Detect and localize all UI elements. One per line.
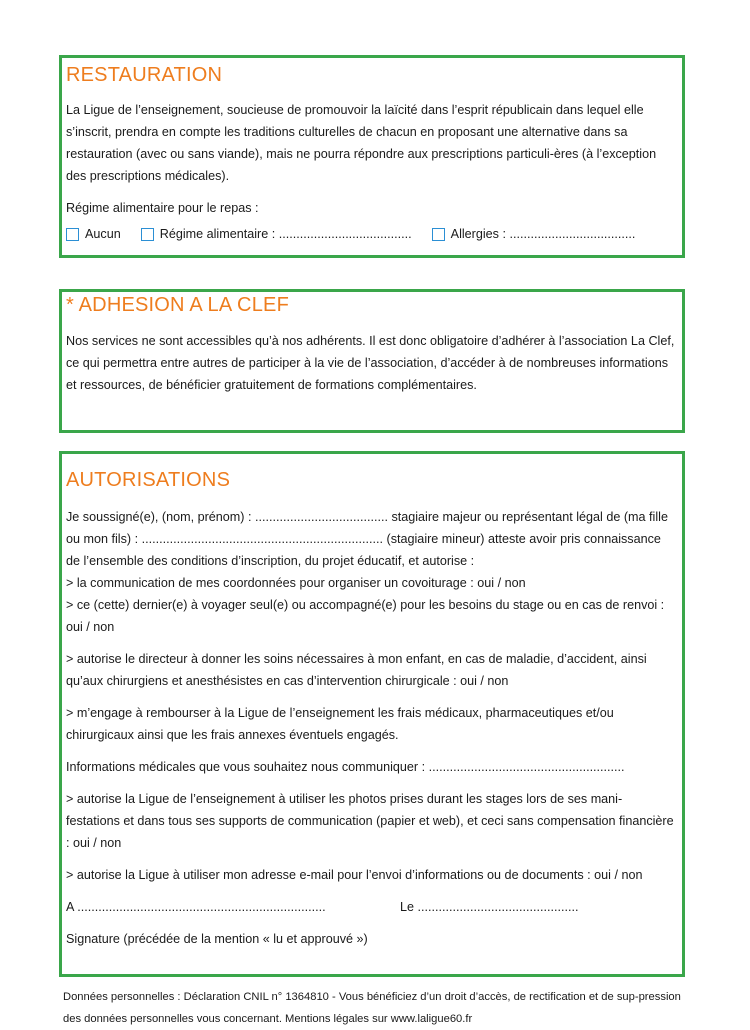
regime-checkbox[interactable]	[141, 228, 154, 241]
signature-label: Signature (précédée de la mention « lu et approuvé »)	[66, 932, 368, 946]
date-field[interactable]: Le ..............................................	[400, 900, 579, 914]
soins-consent: > autorise le directeur à donner les soins nécessaires à mon enfant, en cas de maladie, d’accident, ainsi qu’aux chirurgiens et anesthésistes en cas d’intervention chirurgicale : oui / non	[66, 652, 647, 688]
footer-legal-notice: Données personnelles : Déclaration CNIL n° 1364810 - Vous bénéficiez d’un droit d’accès, de rectification et de sup-pression des données personnelles vous concernant. Mentions légales sur www.laligue60.fr	[63, 991, 681, 1025]
declaration-paragraph: Je soussigné(e), (nom, prénom) : ...................................... stagiaire majeur ou représentant légal de (ma fille ou mon fils) : ..................................................................... (stagiaire mineur) atteste avoir pris connaissance de l’ensemble des conditions d’inscription, du projet éducatif, et autorise :	[66, 510, 668, 568]
restauration-title: RESTAURATION	[66, 64, 223, 86]
photos-consent: > autorise la Ligue de l’enseignement à utiliser les photos prises durant les stages lors de ses mani-festations et dans tous ses supports de communication (papier et web), et ceci sans compensation financière : oui / non	[66, 792, 674, 850]
remboursement-engagement: > m’engage à rembourser à la Ligue de l’enseignement les frais médicaux, pharmaceutiques et/ou chirurgicaux ainsi que les frais annexes éventuels engagés.	[66, 706, 614, 742]
regime-label: Régime alimentaire pour le repas :	[66, 201, 259, 215]
aucun-label: Aucun	[85, 227, 121, 241]
regime-option-label: Régime alimentaire : ......................................	[159, 227, 412, 241]
restauration-section	[59, 55, 685, 258]
aucun-checkbox[interactable]	[66, 228, 79, 241]
allergies-label: Allergies : ....................................	[450, 227, 636, 241]
restauration-text: La Ligue de l’enseignement, soucieuse de promouvoir la laïcité dans l’esprit républicain dans lequel elle s’inscrit, prendra en compte les traditions culturelles de chacun en proposant une alternative dans sa restauration (avec ou sans viande), mais ne pourra répondre aux prescriptions particuli-ères (à l’exception des prescriptions médicales).	[66, 103, 657, 183]
place-date-row	[66, 896, 676, 918]
option-aucun[interactable]	[66, 227, 121, 241]
adhesion-text: Nos services ne sont accessibles qu’à nos adhérents. Il est donc obligatoire d’adhérer à l’association La Clef, ce qui permettra entre autres de participer à la vie de l’association, d’accéder à de nombreuses informations et ressources, de bénéficier gratuitement de formations complémentaires.	[66, 334, 675, 392]
autorisations-title: AUTORISATIONS	[66, 469, 231, 491]
place-field[interactable]: A .......................................................................	[66, 900, 326, 914]
adhesion-section	[59, 289, 685, 433]
option-regime[interactable]	[141, 227, 412, 241]
autorisations-section	[59, 451, 685, 977]
email-consent: > autorise la Ligue à utiliser mon adresse e-mail pour l’envoi d’informations ou de documents : oui / non	[66, 868, 643, 882]
adhesion-title: * ADHESION A LA CLEF	[66, 294, 289, 316]
voyage-consent: > ce (cette) dernier(e) à voyager seul(e) ou accompagné(e) pour les besoins du stage ou en cas de renvoi : oui / non	[66, 598, 665, 634]
regime-options	[66, 227, 676, 241]
covoiturage-consent: > la communication de mes coordonnées pour organiser un covoiturage : oui / non	[66, 576, 526, 590]
option-allergies[interactable]	[432, 227, 636, 241]
allergies-checkbox[interactable]	[432, 228, 445, 241]
informations-medicales: Informations médicales que vous souhaitez nous communiquer : ........................................................	[66, 760, 625, 774]
